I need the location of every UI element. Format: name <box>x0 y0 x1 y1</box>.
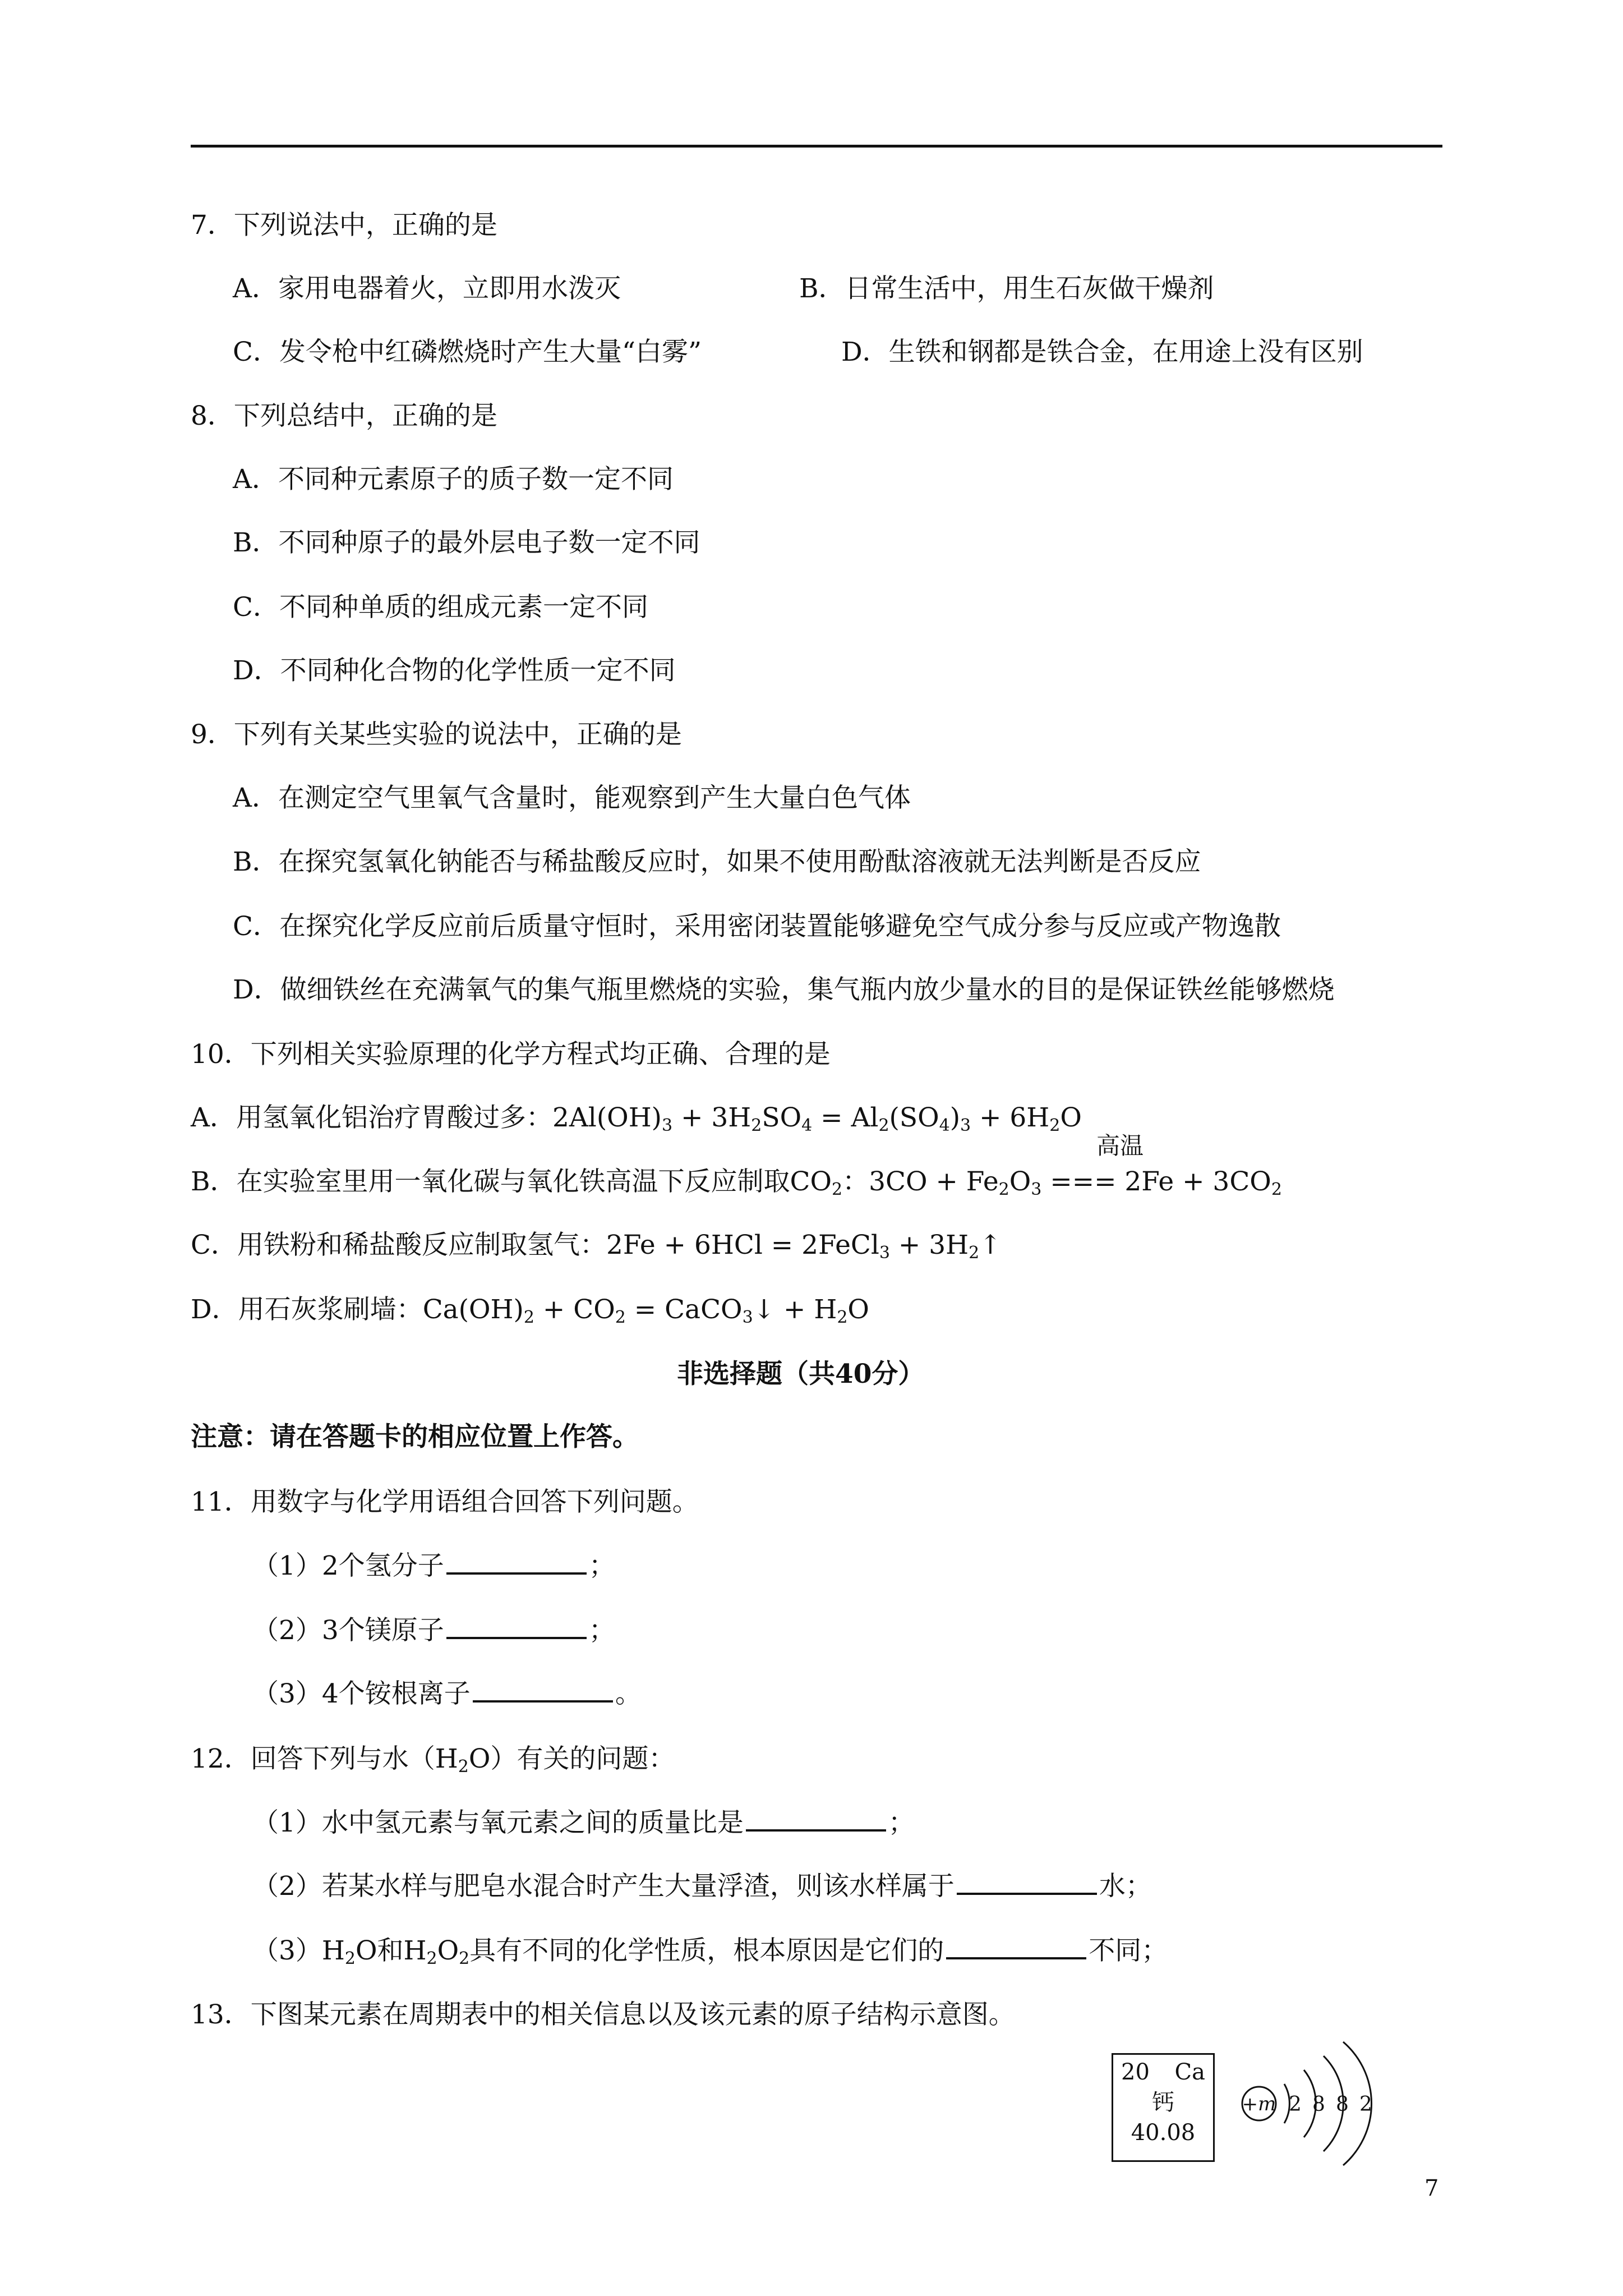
q10-option-a <box>191 1101 1082 1143</box>
equation-b: $3CO + Fe_2O_3$ === $2Fe + 3CO_2$ <box>869 1166 1282 1199</box>
q12-p3-b: O和H <box>355 1935 427 1966</box>
q11-stem: 11．用数字与化学用语组合回答下列问题。 <box>191 1487 699 1517</box>
q9-option-b: B．在探究氢氧化钠能否与稀盐酸反应时，如果不使用酚酞溶液就无法判断是否反应 <box>233 846 1201 877</box>
q12-part-2 <box>252 1870 1152 1903</box>
page-number: 7 <box>1424 2175 1439 2201</box>
q9-option-d: D．做细铁丝在充满氧气的集气瓶里燃烧的实验，集气瓶内放少量水的目的是保证铁丝能够燃烧 <box>233 974 1335 1005</box>
answer-blank[interactable] <box>957 1870 1097 1895</box>
q9-option-a: A．在测定空气里氧气含量时，能观察到产生大量白色气体 <box>233 783 911 813</box>
atom-structure-diagram <box>1228 2031 1408 2177</box>
q12-part-3-end: 不同； <box>1089 1935 1168 1966</box>
shell-electron-count: 2 <box>1359 2093 1372 2116</box>
q11-part-3 <box>252 1677 642 1711</box>
q12-p3-a: （3）H <box>252 1935 345 1966</box>
q8-option-a: A．不同种元素原子的质子数一定不同 <box>233 464 674 495</box>
q9-stem: 9．下列有关某些实验的说法中，正确的是 <box>191 719 682 750</box>
answer-blank[interactable] <box>473 1678 613 1703</box>
q7-option-a: A．家用电器着火，立即用水泼灭 <box>233 273 621 304</box>
reaction-condition: 高温 <box>1096 1132 1144 1159</box>
q11-part-2-text: （2）3个镁原子 <box>252 1615 444 1646</box>
q12-part-2-text: （2）若某水样与肥皂水混合时产生大量浮渣，则该水样属于 <box>252 1871 955 1902</box>
q7-option-c: C．发令枪中红磷燃烧时产生大量“白雾” <box>233 337 702 367</box>
atomic-number: 20 <box>1121 2059 1150 2085</box>
answer-blank[interactable] <box>446 1550 587 1575</box>
element-name: 钙 <box>1152 2090 1174 2115</box>
section-title: 非选择题（共40分） <box>677 1359 925 1389</box>
q7-option-d: D．生铁和钢都是铁合金，在用途上没有区别 <box>841 337 1363 367</box>
q11-part-1 <box>252 1549 615 1583</box>
q12-stem: 12．回答下列与水$(H_2O)$有关的问题： <box>191 1743 675 1777</box>
shell-electron-count: 8 <box>1336 2093 1349 2116</box>
q10-option-b: B．在实验室里用一氧化碳与氧化铁高温下反应制取$CO_2$：$3CO + Fe_2O_3$ === $2Fe + 3CO_2$ <box>191 1166 1282 1199</box>
periodic-table-cell <box>1112 2053 1215 2162</box>
q8-option-c: C．不同种单质的组成元素一定不同 <box>233 592 648 623</box>
q10-option-b-text: B．在实验室里用一氧化碳与氧化铁高温下反应制取CO <box>191 1166 832 1197</box>
q10-option-d-text: D．用石灰浆刷墙： <box>191 1294 423 1325</box>
q12-part-3: $(3)H_2O$和$H_2O_2$具有不同的化学性质，根本原因是它们的 不同； <box>252 1935 1168 1968</box>
q8-stem: 8．下列总结中，正确的是 <box>191 401 497 431</box>
q10-option-d <box>191 1293 869 1335</box>
shell-electron-count: 2 <box>1289 2093 1302 2116</box>
q13-stem: 13．下图某元素在周期表中的相关信息以及该元素的原子结构示意图。 <box>191 1999 1015 2030</box>
q10-option-c <box>191 1228 1002 1270</box>
punct: 。 <box>615 1678 642 1709</box>
q7-option-b: B．日常生活中，用生石灰做干燥剂 <box>799 273 1214 304</box>
q11-part-3-text: （3）4个铵根离子 <box>252 1678 471 1709</box>
header-rule <box>191 145 1442 148</box>
q10-option-a-text: A．用氢氧化铝治疗胃酸过多： <box>191 1102 552 1133</box>
q12-stem-b: O）有关的问题： <box>468 1743 675 1774</box>
answer-blank[interactable] <box>446 1614 587 1639</box>
q12-p3-d: 具有不同的化学性质，根本原因是它们的 <box>469 1935 944 1966</box>
q10-stem: 10．下列相关实验原理的化学方程式均正确、合理的是 <box>191 1039 831 1070</box>
q12-p3-c: O <box>437 1935 459 1966</box>
atomic-mass: 40.08 <box>1131 2120 1196 2146</box>
q12-stem-a: 12．回答下列与水（H <box>191 1743 458 1774</box>
shell-electron-count: 8 <box>1312 2093 1325 2116</box>
equation-a: $2Al(OH)_3 + 3H_2SO_4 = Al_2(SO_4)_3 + 6H_2O$ <box>552 1102 1082 1135</box>
equation-c: 2Fe + 6HCl = 2FeCl$_3$ + $3H_2↑$ <box>606 1230 1002 1263</box>
punct: ； <box>588 1550 615 1581</box>
punct: ； <box>888 1807 915 1838</box>
q12-part-1-text: （1）水中氢元素与氧元素之间的质量比是 <box>252 1807 744 1838</box>
answer-blank[interactable] <box>946 1935 1086 1959</box>
q10-option-c-text: C．用铁粉和稀盐酸反应制取氢气： <box>191 1230 606 1260</box>
punct: ； <box>588 1615 615 1646</box>
equation-d: $Ca(OH)_2 + CO_2$ = CaCO$_3$↓ + $H_2O$ <box>422 1294 869 1327</box>
q7-stem: 7．下列说法中，正确的是 <box>191 210 497 241</box>
q8-option-b: B．不同种原子的最外层电子数一定不同 <box>233 527 700 558</box>
answer-blank[interactable] <box>746 1807 886 1832</box>
q9-option-c: C．在探究化学反应前后质量守恒时，采用密闭装置能够避免空气成分参与反应或产物逸散 <box>233 911 1281 942</box>
element-symbol: Ca <box>1174 2059 1205 2085</box>
q11-part-1-text: （1）2个氢分子 <box>252 1550 444 1581</box>
q11-part-2 <box>252 1614 615 1648</box>
q8-option-d: D．不同种化合物的化学性质一定不同 <box>233 655 676 686</box>
q12-part-2-end: 水； <box>1099 1871 1152 1902</box>
q12-part-1 <box>252 1806 915 1840</box>
nucleus-charge: +m <box>1242 2093 1276 2115</box>
section-note: 注意：请在答题卡的相应位置上作答。 <box>191 1421 639 1452</box>
